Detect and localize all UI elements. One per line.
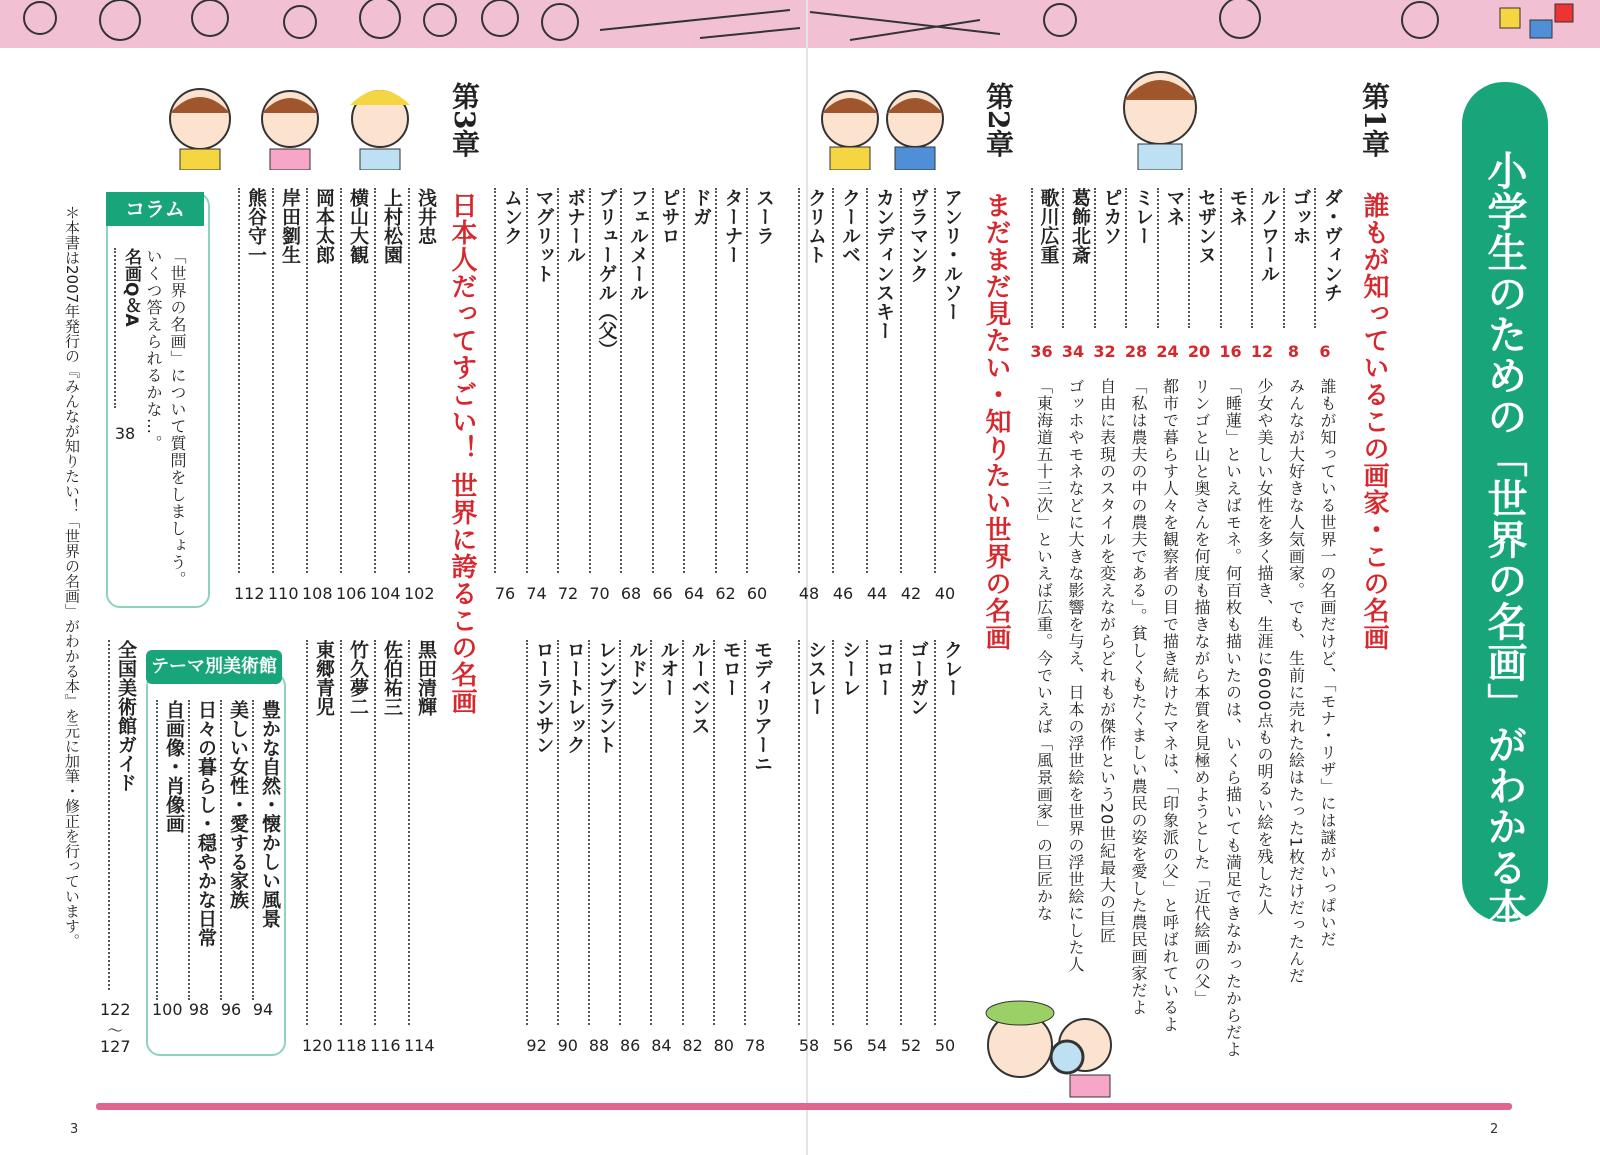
ch1-item-description: 「睡蓮」といえばモネ。何百枚も描いたのは、いくら描いても満足できなかったからだよ xyxy=(1223,378,1243,1058)
three-kids-illustration xyxy=(150,75,430,170)
ch2-bottom2-item-name[interactable]: ローランサン xyxy=(526,640,558,1025)
ch1-item-description: 「私は農夫の中の農夫である」。貧しくもたくましい農民の姿を愛した農民画家だよ xyxy=(1129,378,1148,1016)
guide-page-to: 127 xyxy=(100,1037,131,1056)
ch1-item-page: 36 xyxy=(1030,342,1053,361)
ch1-item-name[interactable]: セザンヌ xyxy=(1188,188,1220,328)
ch2-top-item-page: 40 xyxy=(934,584,956,603)
ch3-bottom-item-page: 118 xyxy=(336,1036,367,1055)
ch3-top-item-name[interactable]: 浅井忠 xyxy=(408,188,440,573)
ch2-top2-item-name[interactable]: マグリット xyxy=(526,188,558,573)
ch3-bottom-item-name[interactable]: 黒田清輝 xyxy=(408,640,440,1025)
ch1-item-name[interactable]: 葛飾北斎 xyxy=(1062,188,1094,328)
ch2-top-item-name[interactable]: アンリ・ルソー xyxy=(934,188,966,573)
column-text-2: いくつ答えられるかな…。 xyxy=(144,248,163,452)
theme-item-page: 94 xyxy=(252,1000,274,1019)
theme-item-name[interactable]: 豊かな自然・懐かしい風景 xyxy=(252,700,284,1000)
ch2-top2-item-name[interactable]: ターナー xyxy=(715,188,747,573)
ch3-bottom-item-name[interactable]: 東郷青児 xyxy=(306,640,338,1025)
ch2-bottom2-item-page: 78 xyxy=(744,1036,766,1055)
ch1-item-description: 少女や美しい女性を多く描き、生涯に6000点もの明るい絵を残した人 xyxy=(1255,378,1274,916)
ch1-item-name[interactable]: ピカソ xyxy=(1094,188,1126,328)
ch3-bottom-item-name[interactable]: 佐伯祐三 xyxy=(374,640,406,1025)
ch2-bottom-item-page: 50 xyxy=(934,1036,956,1055)
ch2-bottom2-item-page: 88 xyxy=(588,1036,610,1055)
chapter-3-heading: 日本人だってすごい！ 世界に誇るこの名画 xyxy=(447,192,477,716)
ch2-bottom2-item-name[interactable]: ルドン xyxy=(619,640,651,1025)
ch2-bottom-item-name[interactable]: コロー xyxy=(866,640,898,1025)
ch2-bottom2-item-name[interactable]: ルーベンス xyxy=(682,640,714,1025)
footer-rule xyxy=(96,1103,1512,1110)
ch3-top-item-page: 106 xyxy=(336,584,367,603)
ch2-bottom2-item-name[interactable]: ルオー xyxy=(650,640,682,1025)
ch1-item-name[interactable]: ミレー xyxy=(1125,188,1157,328)
ch1-item-name[interactable]: ダ・ヴィンチ xyxy=(1314,188,1346,328)
ch1-item-name[interactable]: ゴッホ xyxy=(1283,188,1315,328)
ch3-top-item-page: 108 xyxy=(302,584,333,603)
ch2-top2-item-page: 76 xyxy=(494,584,516,603)
header-illustration-banner xyxy=(0,0,1600,48)
ch3-top-item-name[interactable]: 岸田劉生 xyxy=(272,188,304,573)
chapter-2-label: 第2章 xyxy=(982,82,1015,158)
ch2-top-item-page: 42 xyxy=(900,584,922,603)
ch2-bottom2-item-page: 80 xyxy=(713,1036,734,1055)
ch2-bottom2-item-page: 92 xyxy=(526,1036,547,1055)
column-page: 38 xyxy=(114,424,136,443)
ch2-top2-item-page: 64 xyxy=(683,584,705,603)
ch1-item-description: 自由に表現のスタイルを変えながらどれもが傑作という20世紀最大の巨匠 xyxy=(1097,378,1117,945)
ch2-top2-item-name[interactable]: ドガ xyxy=(683,188,715,573)
ch1-item-description: ゴッホやモネなどに大きな影響を与え、日本の浮世絵を世界の浮世絵にした人 xyxy=(1066,378,1085,973)
chapter-1-label: 第1章 xyxy=(1358,82,1391,158)
ch1-item-name[interactable]: ルノワール xyxy=(1251,188,1283,328)
column-item[interactable]: 名画Q＆A xyxy=(114,248,144,408)
column-label: コラム xyxy=(106,192,204,226)
ch3-bottom-item-name[interactable]: 竹久夢二 xyxy=(340,640,372,1025)
ch2-bottom2-item-page: 86 xyxy=(620,1036,641,1055)
ch1-item-description: 「東海道五十三次」といえば広重。今でいえば「風景画家」の巨匠かな xyxy=(1034,378,1054,922)
ch1-item-description: みんなが大好きな人気画家。でも、生前に売れた絵はたった1枚だけだったんだ xyxy=(1286,378,1306,985)
theme-item-page: 96 xyxy=(220,1000,242,1019)
ch1-item-page: 24 xyxy=(1156,342,1179,361)
ch1-item-page: 16 xyxy=(1219,342,1242,361)
theme-item-name[interactable]: 美しい女性・愛する家族 xyxy=(220,700,252,1000)
ch2-bottom2-item-name[interactable]: モロー xyxy=(713,640,745,1025)
ch2-bottom-item-page: 56 xyxy=(832,1036,854,1055)
ch2-top2-item-page: 62 xyxy=(715,584,736,603)
ch2-bottom2-item-name[interactable]: レンブラント xyxy=(588,640,620,1025)
ch2-top2-item-name[interactable]: ブリューゲル（父） xyxy=(589,188,621,573)
ch1-item-description: 都市で暮らす人々を観察者の目で描き続けたマネは、「印象派の父」と呼ばれているよ xyxy=(1160,378,1180,1033)
ch1-item-page: 32 xyxy=(1093,342,1116,361)
ch2-bottom-item-name[interactable]: シーレ xyxy=(832,640,864,1025)
theme-item-name[interactable]: 自画像・肖像画 xyxy=(156,700,188,1000)
ch2-top-item-name[interactable]: ヴラマンク xyxy=(900,188,932,573)
theme-item-name[interactable]: 日々の暮らし・穏やかな日常 xyxy=(188,700,220,1000)
page-number-right: 2 xyxy=(1490,1122,1499,1137)
ch2-top-item-page: 44 xyxy=(866,584,888,603)
guide-page-from: 122 xyxy=(100,1000,131,1019)
ch2-top2-item-page: 68 xyxy=(620,584,642,603)
ch2-bottom2-item-name[interactable]: モディリアーニ xyxy=(744,640,776,1025)
page-number-left: 3 xyxy=(70,1122,79,1137)
ch1-item-name[interactable]: モネ xyxy=(1220,188,1252,328)
ch3-top-item-page: 102 xyxy=(404,584,435,603)
ch3-top-item-name[interactable]: 上村松園 xyxy=(374,188,406,573)
theme-item-page: 100 xyxy=(152,1000,183,1019)
ch1-item-page: 34 xyxy=(1061,342,1085,361)
ch3-top-item-name[interactable]: 熊谷守一 xyxy=(238,188,270,573)
ch1-item-description: 誰もが知っている世界一の名画だけど、「モナ・リザ」には謎がいっぱいだ xyxy=(1318,378,1337,948)
ch2-bottom-item-name[interactable]: シスレー xyxy=(798,640,830,1025)
ch2-top2-item-name[interactable]: スーラ xyxy=(746,188,778,573)
ch2-bottom-item-page: 58 xyxy=(798,1036,820,1055)
ch2-top2-item-name[interactable]: フェルメール xyxy=(620,188,652,573)
theme-label: テーマ別美術館 xyxy=(146,650,282,684)
ch2-top2-item-page: 60 xyxy=(746,584,768,603)
ch1-item-name[interactable]: マネ xyxy=(1157,188,1189,328)
ch2-top2-item-page: 70 xyxy=(589,584,610,603)
ch1-item-page: 12 xyxy=(1250,342,1274,361)
ch1-item-page: 8 xyxy=(1287,342,1300,361)
ch2-top2-item-page: 72 xyxy=(557,584,579,603)
ch2-top-item-name[interactable]: カンディンスキー xyxy=(866,188,898,573)
ch3-top-item-page: 110 xyxy=(268,584,299,603)
detective-kids-illustration xyxy=(975,985,1125,1100)
ch2-bottom2-item-page: 90 xyxy=(557,1036,578,1055)
chapter-1-heading: 誰もが知っているこの画家・この名画 xyxy=(1359,192,1389,651)
ch2-top2-item-name[interactable]: ムンク xyxy=(494,188,526,573)
twins-illustration xyxy=(810,75,960,170)
ch2-bottom-item-name[interactable]: ゴーガン xyxy=(900,640,932,1025)
ch3-top-item-name[interactable]: 横山大観 xyxy=(340,188,372,573)
ch1-item-name[interactable]: 歌川広重 xyxy=(1031,188,1063,328)
ch2-top2-item-page: 74 xyxy=(526,584,547,603)
chapter-3-label: 第3章 xyxy=(448,82,481,158)
ch2-top2-item-name[interactable]: ピサロ xyxy=(652,188,684,573)
ch3-top-item-page: 104 xyxy=(370,584,401,603)
ch3-top-item-name[interactable]: 岡本太郎 xyxy=(306,188,338,573)
ch1-item-page: 28 xyxy=(1124,342,1148,361)
ch1-item-description: リンゴと山と奥さんを何度も描きながら本質を見極めようとした「近代絵画の父」 xyxy=(1192,378,1211,1007)
column-text-1: 「世界の名画」について質問をしましょう。 xyxy=(168,248,187,588)
book-title: 小学生のための「世界の名画」がわかる本 xyxy=(1481,150,1527,929)
ch2-top-item-page: 46 xyxy=(832,584,854,603)
ch3-top-item-page: 112 xyxy=(234,584,265,603)
ch2-bottom2-item-name[interactable]: ロートレック xyxy=(557,640,589,1025)
ch2-bottom2-item-page: 82 xyxy=(682,1036,703,1055)
ch2-top-item-page: 48 xyxy=(798,584,820,603)
ch2-top-item-name[interactable]: クールベ xyxy=(832,188,864,573)
ch2-top2-item-name[interactable]: ボナール xyxy=(557,188,589,573)
ch3-bottom-item-page: 116 xyxy=(370,1036,401,1055)
theme-item-page: 98 xyxy=(188,1000,210,1019)
ch3-bottom-item-page: 120 xyxy=(302,1036,333,1055)
ch1-item-page: 6 xyxy=(1319,342,1331,361)
ch2-bottom2-item-page: 84 xyxy=(651,1036,672,1055)
ch3-bottom-item-page: 114 xyxy=(404,1036,435,1055)
book-note: ＊本書は2007年発行の『みんなが知りたい！「世界の名画」がわかる本』を元に加筆・修正を行っています。 xyxy=(63,205,81,949)
museum-guide-item[interactable]: 全国美術館ガイド xyxy=(108,640,140,990)
ch2-bottom-item-name[interactable]: クレー xyxy=(934,640,966,1025)
ch2-top-item-name[interactable]: クリムト xyxy=(798,188,830,573)
ch2-bottom-item-page: 52 xyxy=(900,1036,922,1055)
guide-page-tilde: 〜 xyxy=(106,1021,123,1040)
ch2-bottom-item-page: 54 xyxy=(866,1036,888,1055)
chapter-2-heading: まだまだ見たい・知りたい世界の名画 xyxy=(981,192,1011,651)
ch1-item-page: 20 xyxy=(1187,342,1211,361)
girl-illustration xyxy=(1110,60,1210,170)
ch2-top2-item-page: 66 xyxy=(652,584,673,603)
